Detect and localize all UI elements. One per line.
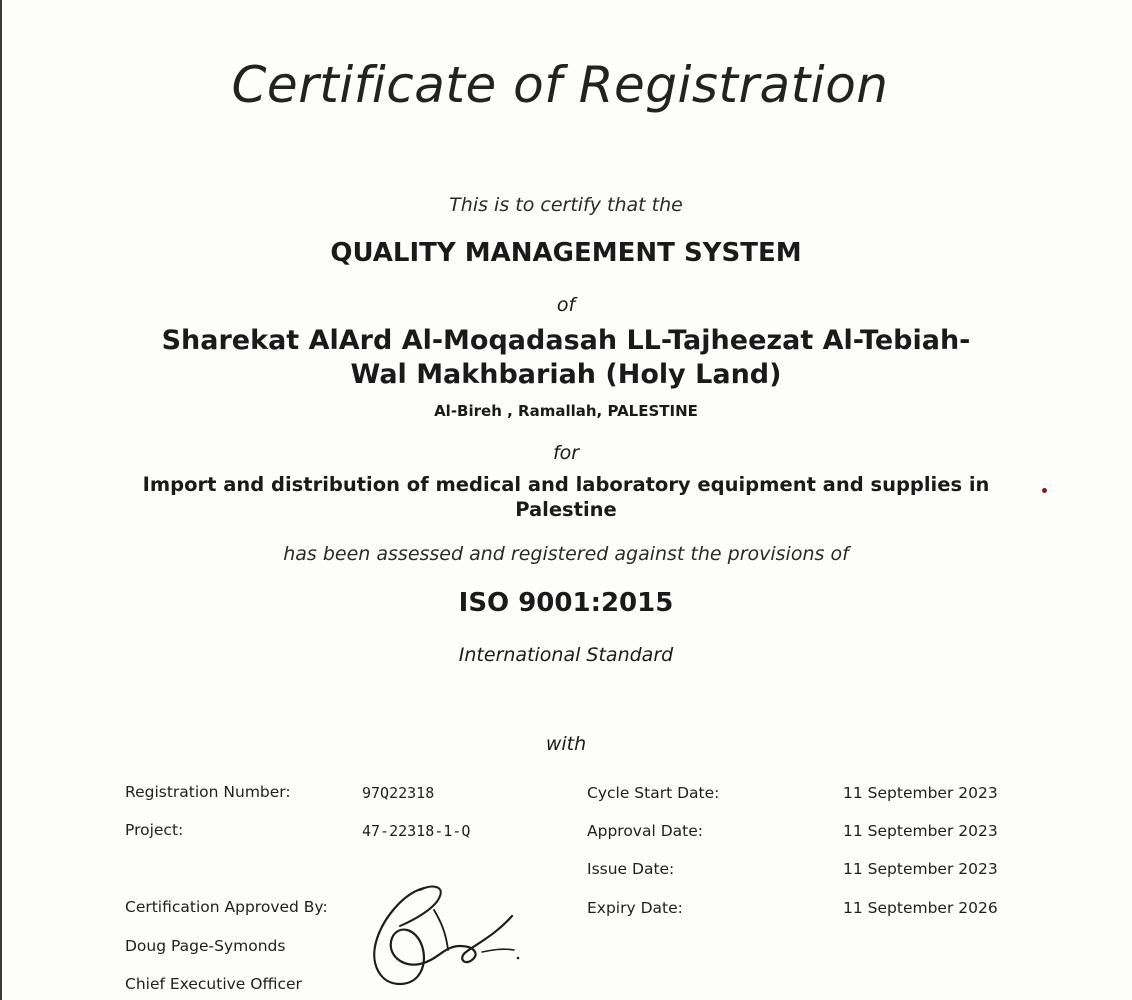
approval-date-label: Approval Date:	[587, 822, 703, 840]
approval-date-value: 11 September 2023	[843, 822, 998, 840]
assessed-text: has been assessed and registered against the provisions of	[283, 543, 849, 565]
intro-text: This is to certify that the	[449, 194, 683, 216]
company-name-line-1: Sharekat AlArd Al-Moqadasah LL-Tajheezat Al-Tebiah-	[161, 325, 971, 356]
issue-date-label: Issue Date:	[587, 860, 675, 878]
certificate-title: Certificate of Registration	[231, 56, 889, 114]
issue-date-value: 11 September 2023	[843, 860, 998, 878]
scope-line-1: Import and distribution of medical and laboratory equipment and supplies in	[142, 473, 990, 496]
signature-image	[362, 880, 522, 992]
with-text: with	[545, 733, 587, 755]
system-name: QUALITY MANAGEMENT SYSTEM	[330, 238, 802, 268]
approver-name: Doug Page-Symonds	[125, 937, 286, 955]
standard-type: International Standard	[458, 644, 674, 666]
registration-number-value: 97Q22318	[362, 784, 435, 802]
company-address: Al-Bireh , Ramallah, PALESTINE	[434, 402, 698, 420]
for-text: for	[552, 442, 580, 464]
approved-by-label: Certification Approved By:	[125, 898, 328, 916]
company-name	[0, 324, 1132, 392]
cycle-start-value: 11 September 2023	[843, 784, 998, 802]
company-name-line-2: Wal Makhbariah (Holy Land)	[350, 359, 782, 390]
standard-name: ISO 9001:2015	[458, 588, 674, 618]
of-text: of	[556, 294, 576, 316]
expiry-date-value: 11 September 2026	[843, 899, 998, 917]
scope-line-2: Palestine	[515, 498, 617, 521]
project-value: 47-22318-1-Q	[362, 822, 471, 840]
expiry-date-label: Expiry Date:	[587, 899, 683, 917]
project-label: Project:	[125, 821, 184, 839]
cycle-start-label: Cycle Start Date:	[587, 784, 720, 802]
registration-number-label: Registration Number:	[125, 783, 291, 801]
certification-scope	[0, 472, 1132, 522]
approver-position: Chief Executive Officer	[125, 975, 302, 993]
paper-speck	[1042, 488, 1047, 493]
